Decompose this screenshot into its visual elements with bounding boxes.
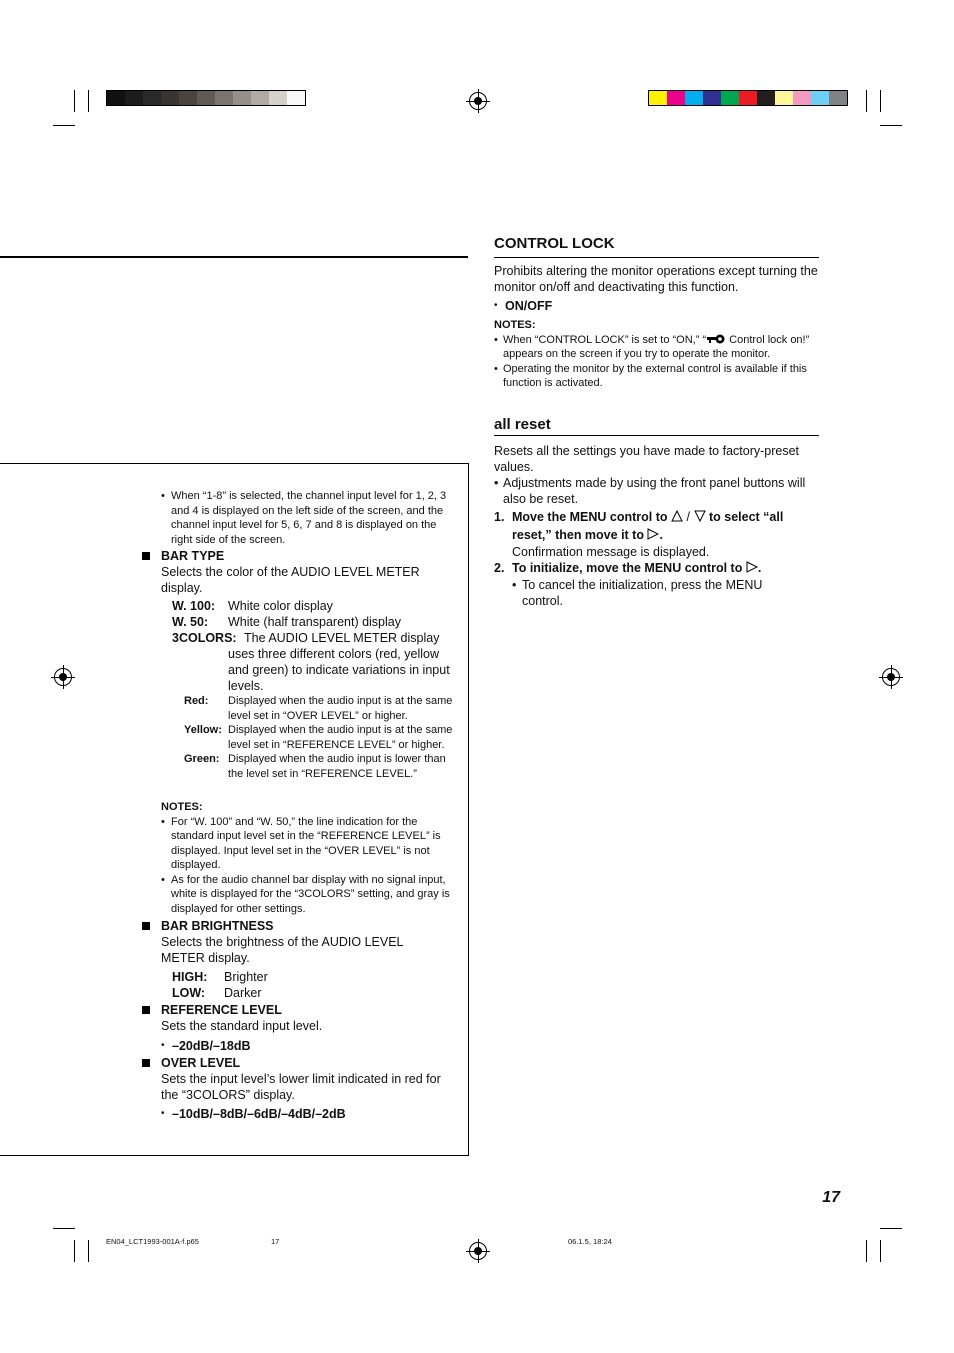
color-swatch <box>287 91 305 105</box>
page-number: 17 <box>822 1189 840 1206</box>
square-bullet-icon <box>142 1059 150 1067</box>
note-b: As for the audio channel bar display with no signal input, white is displayed for the “3COLORS” setting, and gray is displayed for other settings. <box>171 873 450 915</box>
over-level-option: –10dB/–8dB/–6dB/–4dB/–2dB <box>172 1107 346 1121</box>
color-swatch <box>161 91 179 105</box>
up-arrow-icon <box>671 510 683 522</box>
w100-label: W. 100: <box>172 599 216 613</box>
control-lock-body: Prohibits altering the monitor operations except turning the monitor on/off and deactivating this function. • ON/OFF <box>494 263 822 314</box>
notes-heading: NOTES: <box>161 801 203 813</box>
green-text: Displayed when the audio input is lower than the level set in “REFERENCE LEVEL.” <box>228 753 446 780</box>
all-reset-step-1: 1. Move the MENU control to / to select “all reset,” then move it to . Confirmation message is displayed. <box>494 509 824 560</box>
over-level-desc: Sets the input level’s lower limit indicated in red for the “3COLORS” display. <box>161 1072 441 1102</box>
step-2-sub: To cancel the initialization, press the MENU control. <box>522 578 763 608</box>
registration-mark <box>469 1242 487 1260</box>
all-reset-body: Resets all the settings you have made to factory-preset values. • Adjustments made by using the front panel buttons will also be reset. <box>494 443 822 507</box>
red-label: Red: <box>184 695 209 707</box>
control-lock-heading: CONTROL LOCK <box>494 235 819 258</box>
color-swatch <box>269 91 287 105</box>
registration-mark <box>882 668 900 686</box>
control-lock-note-2: Operating the monitor by the external control is available if this function is activated. <box>503 362 807 389</box>
footer-date: 06.1.5, 18:24 <box>568 1237 612 1246</box>
registration-mark <box>469 92 487 110</box>
crop-mark <box>880 90 881 112</box>
control-lock-option: ON/OFF <box>505 299 553 313</box>
crop-mark <box>866 90 867 112</box>
bar-brightness-section <box>142 918 442 1001</box>
color-swatch <box>107 91 125 105</box>
control-lock-notes-heading: NOTES: <box>494 319 536 331</box>
square-bullet-icon <box>142 922 150 930</box>
over-level-section: OVER LEVEL Sets the input level’s lower limit indicated in red for the “3COLORS” display. • –10dB/–8dB/–6dB/–4dB/–2dB <box>142 1055 460 1122</box>
color-swatch <box>649 91 667 105</box>
reference-level-option: –20dB/–18dB <box>172 1039 251 1053</box>
w50-label: W. 50: <box>172 615 209 629</box>
square-bullet-icon <box>142 552 150 560</box>
color-bar <box>648 90 848 106</box>
reference-level-desc: Sets the standard input level. <box>161 1019 323 1033</box>
all-reset-bullet: Adjustments made by using the front panel buttons will also be reset. <box>503 476 806 506</box>
red-text: Displayed when the audio input is at the same level set in “OVER LEVEL” or higher. <box>228 695 453 722</box>
three-colors-label: 3COLORS: <box>172 631 237 645</box>
w100-text: White color display <box>228 599 333 613</box>
crop-mark <box>53 1228 75 1229</box>
color-swatch <box>739 91 757 105</box>
color-swatch <box>829 91 847 105</box>
color-swatch <box>233 91 251 105</box>
color-swatch <box>179 91 197 105</box>
notes-block: NOTES: • For “W. 100” and “W. 50,” the line indication for the standard input level set in the “REFERENCE LEVEL” is displayed. Input level set in the “OVER LEVEL” is not displayed. • As for the audio channel bar display with no signal input, white is displayed for the “3COLORS” setting, and gray is displayed for other settings. <box>161 801 450 915</box>
color-swatch <box>215 91 233 105</box>
yellow-text: Displayed when the audio input is at the same level set in “REFERENCE LEVEL” or higher. <box>228 724 453 751</box>
color-swatch <box>143 91 161 105</box>
over-level-heading: OVER LEVEL <box>161 1056 241 1070</box>
note-a: For “W. 100” and “W. 50,” the line indication for the standard input level set in the “REFERENCE LEVEL” is displayed. Input level set in the “OVER LEVEL” is not displayed. <box>171 815 441 871</box>
green-label: Green: <box>184 753 220 765</box>
color-descriptions <box>142 694 462 781</box>
color-swatch <box>811 91 829 105</box>
bar-brightness-heading: BAR BRIGHTNESS <box>161 919 274 933</box>
w50-text: White (half transparent) display <box>228 615 401 629</box>
color-swatch <box>721 91 739 105</box>
bar-brightness-desc: Selects the brightness of the AUDIO LEVEL METER display. <box>161 935 404 965</box>
color-swatch <box>793 91 811 105</box>
bar-type-heading: BAR TYPE <box>161 549 225 563</box>
color-swatch <box>703 91 721 105</box>
bar-type-desc: Selects the color of the AUDIO LEVEL METER display. <box>161 565 420 595</box>
crop-mark <box>53 125 75 126</box>
color-swatch <box>197 91 215 105</box>
footer-page: 17 <box>271 1237 280 1246</box>
control-lock-notes: NOTES: • When “CONTROL LOCK” is set to “ON,” “ Control lock on!” appears on the screen if you try to operate the monitor. • Operating the monitor by the external control is available if this function is activated. <box>494 318 824 391</box>
crop-mark <box>880 125 902 126</box>
reference-level-section: REFERENCE LEVEL Sets the standard input level. • –20dB/–18dB <box>142 1002 442 1054</box>
all-reset-step-2: 2. To initialize, move the MENU control to . • To cancel the initialization, press the MENU control. <box>494 560 824 609</box>
bar-type-section <box>142 548 457 694</box>
color-swatch <box>757 91 775 105</box>
crop-mark <box>74 90 75 112</box>
reference-level-heading: REFERENCE LEVEL <box>161 1003 282 1017</box>
key-icon <box>706 334 726 344</box>
down-arrow-icon <box>694 510 706 522</box>
high-label: HIGH: <box>172 970 208 984</box>
color-swatch <box>667 91 685 105</box>
crop-mark <box>866 1240 867 1262</box>
step-1-sub: Confirmation message is displayed. <box>512 545 710 559</box>
crop-mark <box>74 1240 75 1262</box>
control-lock-desc: Prohibits altering the monitor operations except turning the monitor on/off and deactivating this function. <box>494 264 818 294</box>
color-swatch <box>251 91 269 105</box>
yellow-label: Yellow: <box>184 724 222 736</box>
note-1-8: • When “1-8” is selected, the channel input level for 1, 2, 3 and 4 is displayed on the left side of the screen, and the channel input level for 5, 6, 7 and 8 is displayed on the right side of the screen. <box>161 490 447 546</box>
grayscale-bar <box>106 90 306 106</box>
color-swatch <box>685 91 703 105</box>
three-colors-text: The AUDIO LEVEL METER display uses three different colors (red, yellow and green) to indicate variations in input levels. <box>228 631 450 693</box>
low-label: LOW: <box>172 986 206 1000</box>
right-arrow-icon <box>746 561 758 573</box>
crop-mark <box>88 1240 89 1262</box>
all-reset-heading: all reset <box>494 416 819 436</box>
all-reset-desc: Resets all the settings you have made to factory-preset values. <box>494 444 800 474</box>
color-swatch <box>125 91 143 105</box>
square-bullet-icon <box>142 1006 150 1014</box>
crop-mark <box>880 1228 902 1229</box>
crop-mark <box>880 1240 881 1262</box>
right-arrow-icon <box>647 528 659 540</box>
footer-file: EN04_LCT1993-001A-f.p65 <box>106 1237 199 1246</box>
section-rule <box>0 256 468 258</box>
high-text: Brighter <box>224 970 268 984</box>
color-swatch <box>775 91 793 105</box>
crop-mark <box>88 90 89 112</box>
low-text: Darker <box>224 986 262 1000</box>
